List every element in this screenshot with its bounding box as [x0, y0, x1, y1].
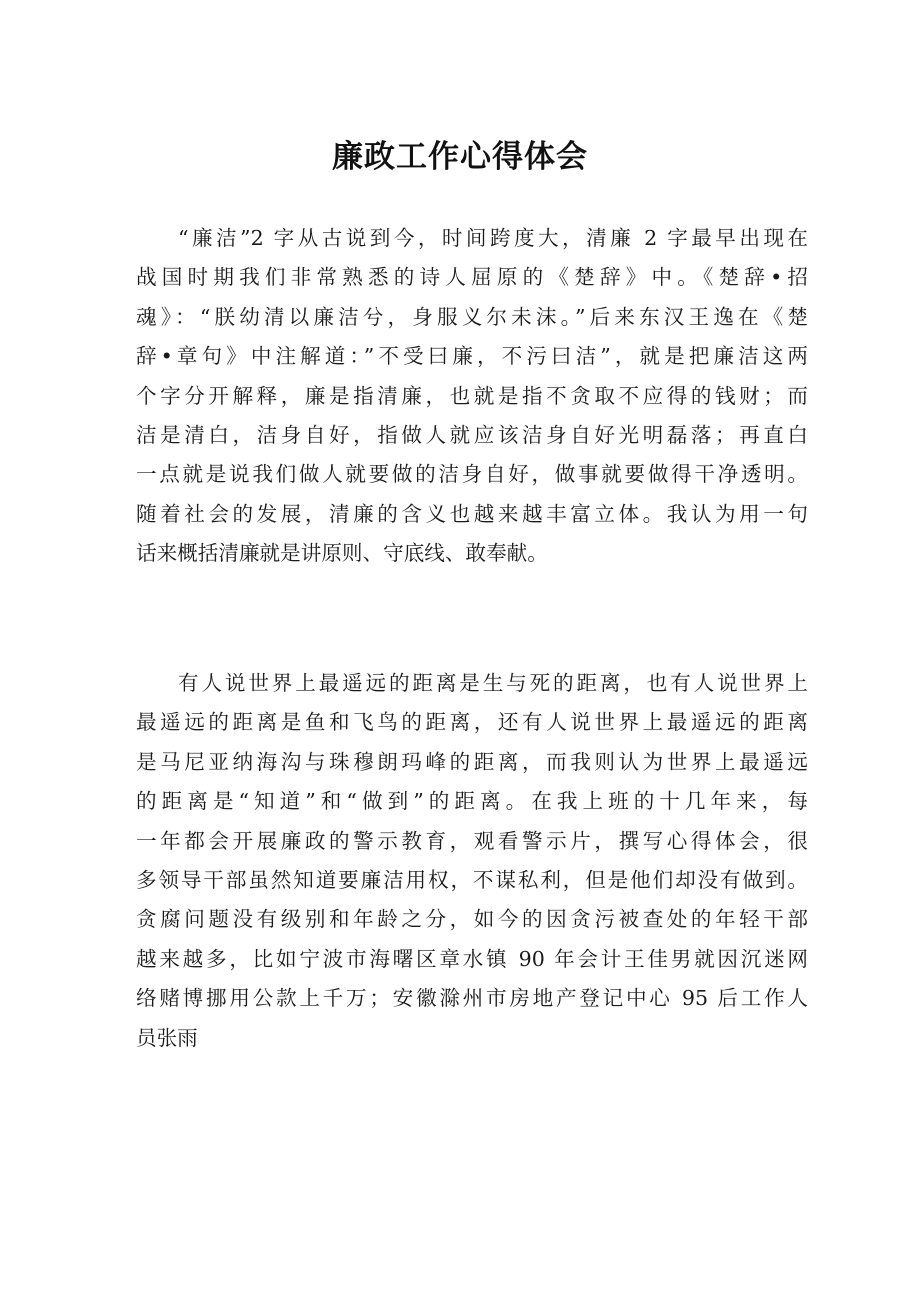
- text-line: 有人说世界上最遥远的距离是生与死的距离，也有人说世界上: [178, 671, 808, 695]
- text-line: 洁是清白，洁身自好，指做人就应该洁身自好光明磊落；再直白: [136, 422, 808, 447]
- text-line: 员张雨: [136, 1025, 198, 1050]
- text-line: 魂》：“朕幼清以廉洁兮，身服义尔未沫。”后来东汉王逸在《楚: [136, 304, 808, 329]
- text-line: 个字分开解释，廉是指清廉，也就是指不贪取不应得的钱财；而: [136, 383, 808, 408]
- text-line: 络赌博挪用公款上千万；安徽滁州市房地产登记中心 95 后工作人: [136, 986, 808, 1011]
- text-line: 的距离是“知道”和“做到”的距离。在我上班的十几年来，每: [136, 789, 808, 814]
- document-title: 廉政工作心得体会: [332, 139, 588, 175]
- text-line: 最遥远的距离是鱼和飞鸟的距离，还有人说世界上最遥远的距离: [136, 710, 808, 735]
- paragraph-1: [136, 219, 808, 574]
- text-line: 越来越多，比如宁波市海曙区章水镇 90 年会计王佳男就因沉迷网: [136, 946, 808, 971]
- text-line: 多领导干部虽然知道要廉洁用权，不谋私利，但是他们却没有做到。: [136, 867, 808, 892]
- text-line: 战国时期我们非常熟悉的诗人屈原的《楚辞》中。《楚辞•招: [136, 265, 808, 290]
- text-line: “廉洁”2 字从古说到今，时间跨度大，清廉 2 字最早出现在: [178, 226, 808, 250]
- text-line: 贪腐问题没有级别和年龄之分，如今的因贪污被查处的年轻干部: [136, 907, 808, 932]
- text-line: 一年都会开展廉政的警示教育，观看警示片，撰写心得体会，很: [136, 828, 808, 853]
- text-line: 随着社会的发展，清廉的含义也越来越丰富立体。我认为用一句: [136, 501, 808, 526]
- paragraph-2: [136, 664, 808, 1058]
- text-line: 话来概括清廉就是讲原则、守底线、敢奉献。: [136, 541, 548, 566]
- text-line: 是马尼亚纳海沟与珠穆朗玛峰的距离，而我则认为世界上最遥远: [136, 749, 808, 774]
- text-line: 一点就是说我们做人就要做的洁身自好，做事就要做得干净透明。: [136, 462, 808, 487]
- text-line: 辞•章句》中注解道：”不受曰廉，不污曰洁”，就是把廉洁这两: [136, 344, 808, 369]
